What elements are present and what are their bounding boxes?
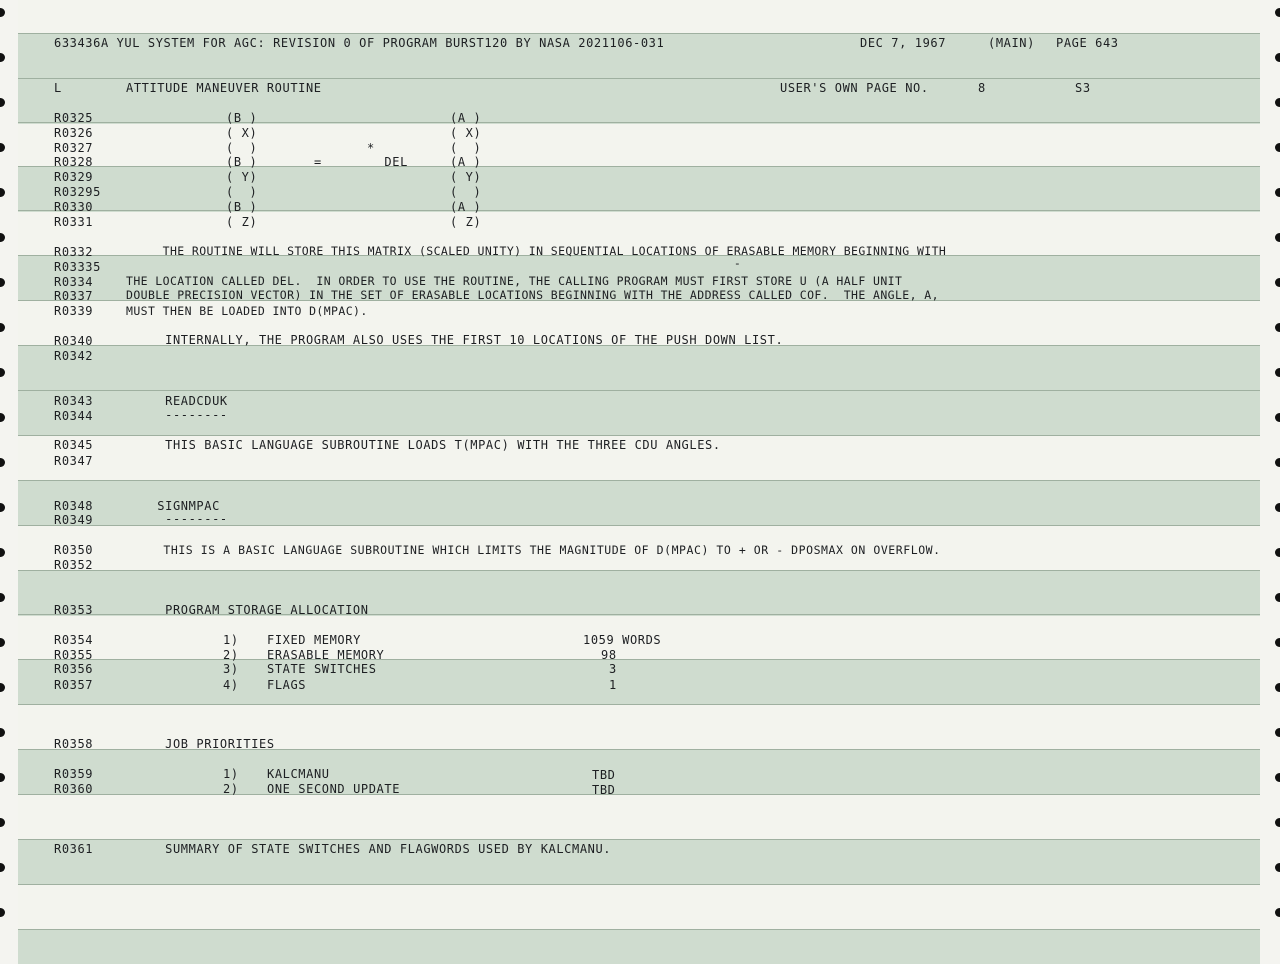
header-date: DEC 7, 1967 <box>860 36 947 50</box>
line-number: R0354 <box>54 633 94 647</box>
green-bar <box>18 929 1260 964</box>
subroutine-underline: -------- <box>126 512 228 526</box>
feed-hole <box>1275 728 1280 737</box>
feed-hole <box>1275 143 1280 152</box>
item-name: STATE SWITCHES <box>267 662 377 676</box>
description-text: DOUBLE PRECISION VECTOR) IN THE SET OF ERASABLE LOCATIONS BEGINNING WITH THE ADDRESS CALLED COF. THE ANGLE, A, <box>126 288 939 302</box>
line-number: R0328 <box>54 155 94 169</box>
header-section: (MAIN) <box>988 36 1035 50</box>
line-number: R0329 <box>54 170 94 184</box>
feed-hole <box>0 548 5 557</box>
feed-hole <box>1275 773 1280 782</box>
description-text: THE ROUTINE WILL STORE THIS MATRIX (SCALED UNITY) IN SEQUENTIAL LOCATIONS OF ERASABLE MEMORY BEGINNING WITH <box>126 244 947 258</box>
line-number: R0361 <box>54 842 94 856</box>
matrix-right: (A ) <box>450 155 482 169</box>
matrix-right: (A ) <box>450 200 482 214</box>
feed-hole <box>1275 863 1280 872</box>
item-name: FLAGS <box>267 678 307 692</box>
feed-hole <box>1275 413 1280 422</box>
item-value: 98 <box>601 648 617 662</box>
item-value: 1 <box>609 678 617 692</box>
line-number: R03335 <box>54 260 101 274</box>
storage-heading: PROGRAM STORAGE ALLOCATION <box>126 603 369 617</box>
line-number: R0349 <box>54 513 94 527</box>
line-number: R0356 <box>54 662 94 676</box>
feed-hole <box>0 638 5 647</box>
item-value: 1059 WORDS <box>583 633 662 647</box>
line-number: R0355 <box>54 648 94 662</box>
line-number: R03295 <box>54 185 101 199</box>
line-number: R0325 <box>54 111 94 125</box>
feed-hole <box>0 98 5 107</box>
matrix-left: ( ) <box>226 141 258 155</box>
line-number: R0331 <box>54 215 94 229</box>
feed-hole <box>1275 98 1280 107</box>
feed-hole <box>1275 548 1280 557</box>
bar-rule <box>18 122 1260 123</box>
matrix-right: ( X) <box>450 126 482 140</box>
line-number: R0344 <box>54 409 94 423</box>
routine-title: ATTITUDE MANEUVER ROUTINE <box>126 81 322 95</box>
feed-hole <box>0 233 5 242</box>
feed-hole <box>0 8 5 17</box>
matrix-left: (B ) <box>226 155 258 169</box>
feed-hole <box>0 143 5 152</box>
line-number: R0360 <box>54 782 94 796</box>
feed-hole <box>0 908 5 917</box>
bar-rule <box>18 210 1260 211</box>
feed-hole <box>1275 503 1280 512</box>
green-bar <box>18 345 1260 391</box>
feed-hole <box>0 503 5 512</box>
line-number: R0358 <box>54 737 94 751</box>
line-number: R0337 <box>54 289 94 303</box>
green-bar <box>18 749 1260 795</box>
bar-rule <box>18 794 1260 795</box>
matrix-right: ( ) <box>450 141 482 155</box>
feed-hole <box>0 683 5 692</box>
item-number: 1) <box>223 767 239 781</box>
matrix-left: (B ) <box>226 200 258 214</box>
feed-hole <box>0 863 5 872</box>
summary-text: SUMMARY OF STATE SWITCHES AND FLAGWORDS USED BY KALCMANU. <box>126 842 612 856</box>
feed-hole <box>0 413 5 422</box>
line-number: R0332 <box>54 245 94 259</box>
feed-hole <box>1275 908 1280 917</box>
line-number: R0348 <box>54 499 94 513</box>
item-value: TBD <box>592 783 616 797</box>
header-title: 633436A YUL SYSTEM FOR AGC: REVISION 0 OF PROGRAM BURST120 BY NASA 2021106-031 <box>54 36 665 50</box>
subroutine-description: THIS IS A BASIC LANGUAGE SUBROUTINE WHICH LIMITS THE MAGNITUDE OF D(MPAC) TO + OR - DPOSMAX ON OVERFLOW. <box>126 543 941 557</box>
bar-rule <box>18 704 1260 705</box>
line-number: R0347 <box>54 454 94 468</box>
item-number: 1) <box>223 633 239 647</box>
line-number: R0340 <box>54 334 94 348</box>
feed-hole <box>0 818 5 827</box>
matrix-left: ( Y) <box>226 170 258 184</box>
line-number: R0357 <box>54 678 94 692</box>
feed-hole <box>0 458 5 467</box>
item-number: 3) <box>223 662 239 676</box>
internal-text: INTERNALLY, THE PROGRAM ALSO USES THE FIRST 10 LOCATIONS OF THE PUSH DOWN LIST. <box>126 333 784 347</box>
jobs-heading: JOB PRIORITIES <box>126 737 275 751</box>
feed-hole <box>1275 818 1280 827</box>
subroutine-underline: -------- <box>126 408 228 422</box>
feed-hole <box>1275 188 1280 197</box>
line-number: R0345 <box>54 438 94 452</box>
feed-hole <box>1275 458 1280 467</box>
sheet-code: S3 <box>1075 81 1091 95</box>
feed-hole <box>0 188 5 197</box>
feed-hole <box>0 773 5 782</box>
subroutine-name: SIGNMPAC <box>126 499 220 513</box>
feed-hole <box>1275 593 1280 602</box>
line-number: R0343 <box>54 394 94 408</box>
green-bar <box>18 659 1260 705</box>
item-name: ERASABLE MEMORY <box>267 648 385 662</box>
item-name: FIXED MEMORY <box>267 633 361 647</box>
description-text: THE LOCATION CALLED DEL. IN ORDER TO USE THE ROUTINE, THE CALLING PROGRAM MUST FIRST STORE U (A HALF UNIT <box>126 274 903 288</box>
feed-hole <box>0 728 5 737</box>
listing-type: L <box>54 81 62 95</box>
line-number: R0353 <box>54 603 94 617</box>
line-number: R0326 <box>54 126 94 140</box>
green-bar <box>18 166 1260 212</box>
description-text: - <box>126 256 742 270</box>
feed-hole <box>0 368 5 377</box>
subroutine-description: THIS BASIC LANGUAGE SUBROUTINE LOADS T(MPAC) WITH THE THREE CDU ANGLES. <box>126 438 721 452</box>
users-page-label: USER'S OWN PAGE NO. <box>780 81 929 95</box>
line-number: R0327 <box>54 141 94 155</box>
item-number: 2) <box>223 782 239 796</box>
feed-hole <box>1275 233 1280 242</box>
line-number: R0339 <box>54 304 94 318</box>
printout-sheet <box>18 0 1260 963</box>
matrix-right: ( ) <box>450 185 482 199</box>
feed-hole <box>1275 683 1280 692</box>
users-page-number: 8 <box>978 81 986 95</box>
header-page: PAGE 643 <box>1056 36 1119 50</box>
subroutine-name: READCDUK <box>126 394 228 408</box>
line-number: R0359 <box>54 767 94 781</box>
item-number: 2) <box>223 648 239 662</box>
bar-rule <box>18 435 1260 436</box>
feed-hole <box>0 323 5 332</box>
item-number: 4) <box>223 678 239 692</box>
matrix-operator: = DEL <box>314 155 408 169</box>
feed-hole <box>1275 368 1280 377</box>
feed-hole <box>1275 638 1280 647</box>
item-value: TBD <box>592 768 616 782</box>
matrix-left: ( X) <box>226 126 258 140</box>
feed-hole <box>0 53 5 62</box>
item-name: KALCMANU <box>267 767 330 781</box>
feed-hole <box>1275 323 1280 332</box>
description-text: MUST THEN BE LOADED INTO D(MPAC). <box>126 304 368 318</box>
feed-hole <box>1275 278 1280 287</box>
line-number: R0330 <box>54 200 94 214</box>
line-number: R0350 <box>54 543 94 557</box>
matrix-left: (B ) <box>226 111 258 125</box>
matrix-right: ( Z) <box>450 215 482 229</box>
line-number: R0342 <box>54 349 94 363</box>
feed-hole <box>1275 53 1280 62</box>
feed-hole <box>0 278 5 287</box>
matrix-right: (A ) <box>450 111 482 125</box>
matrix-left: ( Z) <box>226 215 258 229</box>
feed-hole <box>0 593 5 602</box>
matrix-operator: * <box>367 141 375 155</box>
matrix-right: ( Y) <box>450 170 482 184</box>
line-number: R0352 <box>54 558 94 572</box>
feed-hole <box>1275 8 1280 17</box>
item-value: 3 <box>609 662 617 676</box>
matrix-left: ( ) <box>226 185 258 199</box>
bar-rule <box>18 884 1260 885</box>
line-number: R0334 <box>54 275 94 289</box>
item-name: ONE SECOND UPDATE <box>267 782 401 796</box>
